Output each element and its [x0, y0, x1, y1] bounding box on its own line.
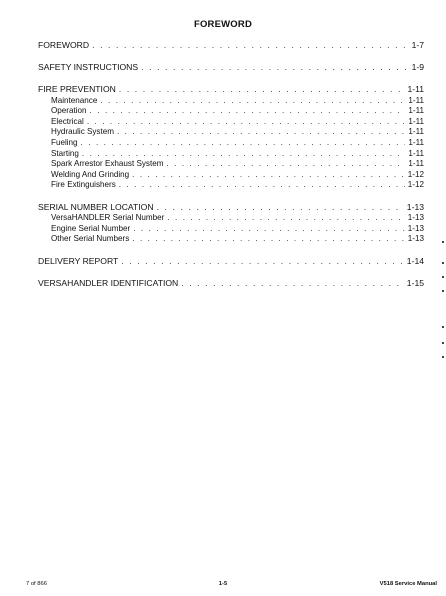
toc-subentry-label: Fire Extinguishers	[51, 180, 116, 190]
toc-subentry-label: Engine Serial Number	[51, 223, 131, 233]
toc-subentry-label: VersaHANDLER Serial Number	[51, 213, 165, 223]
dot-leader	[117, 127, 405, 138]
toc-subentry-page: 1-11	[408, 148, 424, 158]
toc-entry-label: SERIAL NUMBER LOCATION	[38, 201, 154, 212]
dot-leader	[81, 138, 406, 149]
toc-subentry-label: Fueling	[51, 137, 78, 147]
toc-subentry-label: Maintenance	[51, 95, 98, 105]
toc-subentry-page: 1-12	[407, 180, 424, 190]
toc-entry-page: 1-14	[406, 255, 424, 266]
toc-entry[interactable]	[38, 84, 424, 95]
toc-section-delivery-report	[38, 256, 424, 267]
toc-subentry[interactable]	[38, 180, 424, 191]
toc-subentry[interactable]	[38, 170, 424, 181]
toc-subentry-label: Other Serial Numbers	[51, 234, 130, 244]
dot-leader	[92, 40, 408, 51]
toc-entry[interactable]	[38, 202, 424, 213]
toc-section-foreword	[38, 40, 424, 51]
toc-entry-page: 1-7	[411, 40, 424, 50]
toc-subentry[interactable]	[38, 138, 424, 149]
toc-entry[interactable]	[38, 40, 424, 51]
dot-leader	[119, 84, 405, 95]
toc-subentry-page: 1-11	[408, 127, 424, 137]
toc-subentry-page: 1-11	[408, 116, 424, 126]
dot-leader	[166, 159, 405, 170]
toc-entry-label: VERSAHANDLER IDENTIFICATION	[38, 278, 179, 289]
toc-subentry[interactable]	[38, 96, 424, 107]
dot-leader	[119, 180, 405, 191]
edge-mark	[442, 262, 444, 264]
toc-subentry[interactable]	[38, 234, 424, 245]
dot-leader	[100, 96, 405, 107]
dot-leader	[87, 117, 406, 128]
page-count: 7 of 866	[26, 581, 47, 587]
page-edge-marks	[440, 0, 444, 596]
toc-subentry[interactable]	[38, 149, 424, 160]
toc-entry-label: SAFETY INSTRUCTIONS	[38, 62, 139, 73]
toc-entry-page: 1-13	[406, 201, 424, 212]
edge-mark	[442, 326, 444, 328]
toc-section-identification	[38, 278, 424, 289]
toc-subentry-label: Starting	[51, 148, 79, 158]
toc-entry-label: FOREWORD	[38, 40, 90, 50]
edge-mark	[442, 342, 444, 344]
dot-leader	[133, 224, 405, 235]
toc-subentry-page: 1-11	[408, 137, 424, 147]
dot-leader	[181, 278, 404, 289]
toc-subentry-label: Spark Arrestor Exhaust System	[51, 159, 164, 169]
toc-section-serial-number	[38, 202, 424, 245]
dot-leader	[132, 170, 405, 181]
toc-entry-label: FIRE PREVENTION	[38, 84, 116, 95]
toc-subentry-page: 1-11	[408, 159, 424, 169]
toc-subentry-page: 1-13	[407, 234, 424, 244]
toc-subentry-label: Hydraulic System	[51, 127, 114, 137]
toc-section-safety	[38, 62, 424, 73]
page-number: 1-5	[218, 581, 228, 587]
toc-subentry[interactable]	[38, 213, 424, 224]
toc-entry-page: 1-15	[406, 278, 424, 289]
toc-subentry[interactable]	[38, 117, 424, 128]
edge-mark	[442, 290, 444, 292]
page-title: FOREWORD	[193, 19, 253, 30]
toc-subentry[interactable]	[38, 224, 424, 235]
toc-subentry-label: Electrical	[51, 116, 84, 126]
edge-mark	[442, 241, 444, 243]
dot-leader	[121, 256, 404, 267]
toc-subentry-page: 1-12	[407, 169, 424, 179]
toc-entry[interactable]	[38, 278, 424, 289]
toc-subentry[interactable]	[38, 106, 424, 117]
dot-leader	[90, 106, 406, 117]
dot-leader	[82, 149, 405, 160]
toc-entry-page: 1-11	[407, 84, 424, 95]
table-of-contents	[38, 40, 424, 300]
toc-entry[interactable]	[38, 256, 424, 267]
toc-entry-page: 1-9	[411, 62, 424, 73]
toc-entry[interactable]	[38, 62, 424, 73]
toc-subentry-page: 1-11	[408, 95, 424, 105]
dot-leader	[141, 62, 408, 73]
toc-subentry-page: 1-11	[408, 106, 424, 116]
toc-entry-label: DELIVERY REPORT	[38, 255, 119, 266]
toc-subentry-label: Operation	[51, 106, 87, 116]
toc-section-fire-prevention	[38, 84, 424, 191]
toc-subentry-label: Welding And Grinding	[51, 169, 130, 179]
toc-subentry[interactable]	[38, 159, 424, 170]
edge-mark	[442, 276, 444, 278]
dot-leader	[157, 202, 404, 213]
edge-mark	[442, 356, 444, 358]
toc-subentry-page: 1-13	[407, 223, 424, 233]
manual-title: V518 Service Manual	[379, 581, 437, 587]
dot-leader	[132, 234, 405, 245]
dot-leader	[167, 213, 404, 224]
toc-subentry-page: 1-13	[407, 213, 424, 223]
toc-subentry[interactable]	[38, 127, 424, 138]
